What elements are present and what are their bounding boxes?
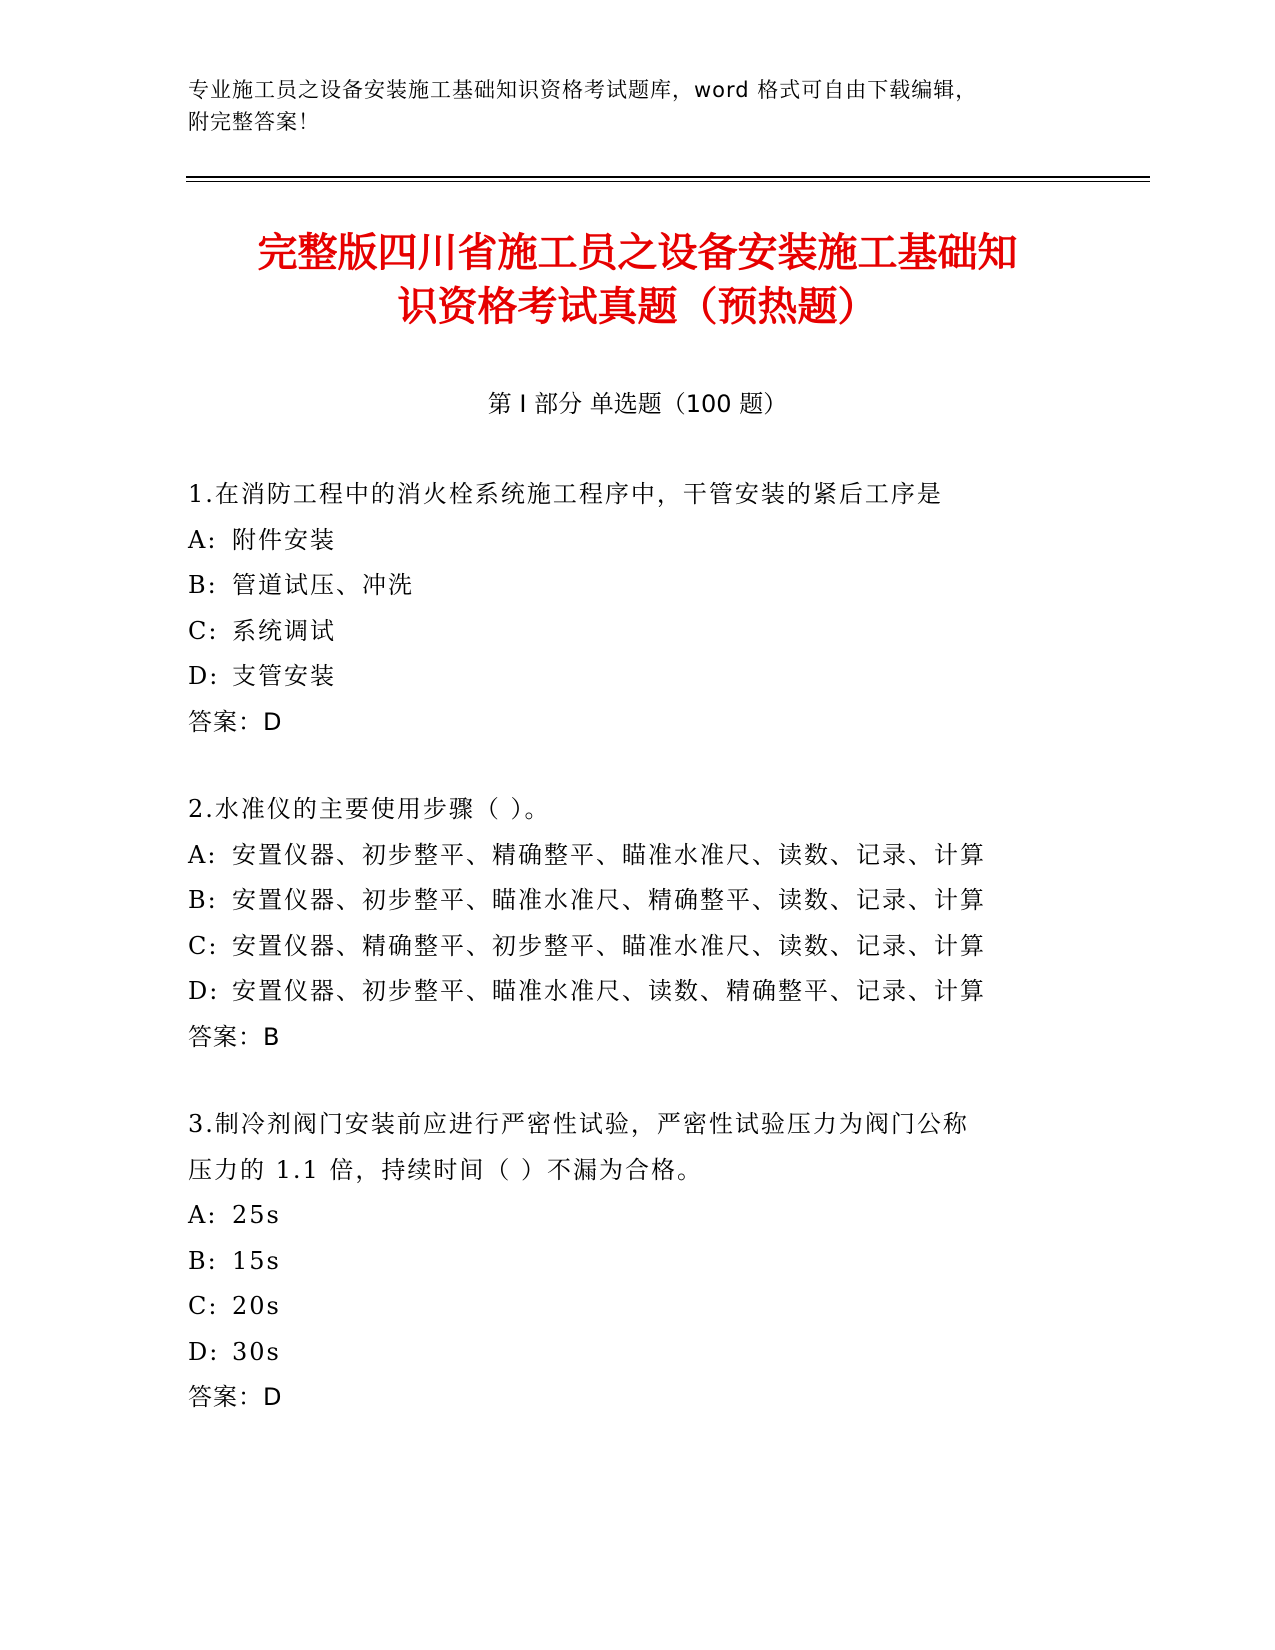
option-text: 安置仪器、初步整平、精确整平、瞄准水准尺、读数、记录、计算 <box>232 840 986 869</box>
header-divider-thin <box>186 181 1150 182</box>
option-d <box>188 654 1088 700</box>
question-stem: 1.在消防工程中的消火栓系统施工程序中，干管安装的紧后工序是 <box>188 480 943 508</box>
option-text: 25s <box>232 1201 281 1229</box>
title-line: 完整版四川省施工员之设备安装施工基础知 <box>257 230 1018 276</box>
question-stem: 3.制冷剂阀门安装前应进行严密性试验，严密性试验压力为阀门公称 <box>188 1110 969 1138</box>
option-a <box>188 833 1088 879</box>
answer-label: 答案： <box>188 707 263 736</box>
option-letter: A: <box>188 840 218 869</box>
option-letter: D: <box>188 1337 220 1366</box>
option-text: 附件安装 <box>232 525 336 554</box>
answer-line <box>188 700 1088 746</box>
option-text: 15s <box>232 1246 281 1275</box>
section-heading: 第 I 部分 单选题（100 题） <box>487 390 788 418</box>
option-b <box>188 563 1088 609</box>
question-2 <box>188 787 1088 1060</box>
document-title <box>150 226 1125 334</box>
option-letter: D: <box>188 662 220 690</box>
option-c <box>188 609 1088 655</box>
option-b <box>188 1239 1088 1285</box>
question-list <box>188 472 1088 1463</box>
title-line: 识资格考试真题（预热题） <box>397 284 878 330</box>
option-b <box>188 878 1088 924</box>
option-letter: C: <box>188 1292 219 1320</box>
answer-line <box>188 1375 1088 1421</box>
option-letter: A: <box>188 525 218 554</box>
option-letter: B: <box>188 1246 218 1275</box>
option-letter: C: <box>188 931 219 960</box>
option-a <box>188 518 1088 564</box>
header-divider <box>186 176 1150 178</box>
intro-line: 附完整答案！ <box>188 110 320 134</box>
question-1 <box>188 472 1088 745</box>
option-text: 安置仪器、初步整平、瞄准水准尺、读数、精确整平、记录、计算 <box>232 977 986 1005</box>
option-letter: C: <box>188 616 219 645</box>
answer-line <box>188 1015 1088 1061</box>
answer-label: 答案： <box>188 1022 263 1051</box>
option-text: 系统调试 <box>232 616 336 645</box>
option-text: 20s <box>232 1292 281 1320</box>
question-stem-continued: 压力的 1.1 倍，持续时间（ ）不漏为合格。 <box>188 1155 704 1184</box>
option-text: 支管安装 <box>232 662 336 690</box>
question-stem: 2.水准仪的主要使用步骤（ ）。 <box>188 795 551 823</box>
option-d <box>188 1330 1088 1376</box>
option-c <box>188 1284 1088 1330</box>
option-a <box>188 1193 1088 1239</box>
option-letter: B: <box>188 571 218 599</box>
answer-value: D <box>263 1383 283 1411</box>
option-letter: A: <box>188 1201 218 1229</box>
option-d <box>188 969 1088 1015</box>
option-text: 安置仪器、精确整平、初步整平、瞄准水准尺、读数、记录、计算 <box>232 931 986 960</box>
question-3 <box>188 1102 1088 1421</box>
option-text: 安置仪器、初步整平、瞄准水准尺、精确整平、读数、记录、计算 <box>232 886 986 914</box>
option-letter: B: <box>188 886 218 914</box>
option-text: 管道试压、冲洗 <box>232 571 414 599</box>
intro-line: 专业施工员之设备安装施工基础知识资格考试题库，word 格式可自由下载编辑， <box>188 78 978 102</box>
option-c <box>188 924 1088 970</box>
answer-label: 答案： <box>188 1383 263 1411</box>
document-intro <box>188 74 1068 138</box>
option-letter: D: <box>188 977 220 1005</box>
option-text: 30s <box>232 1337 281 1366</box>
answer-value: B <box>263 1022 281 1051</box>
answer-value: D <box>263 707 283 736</box>
